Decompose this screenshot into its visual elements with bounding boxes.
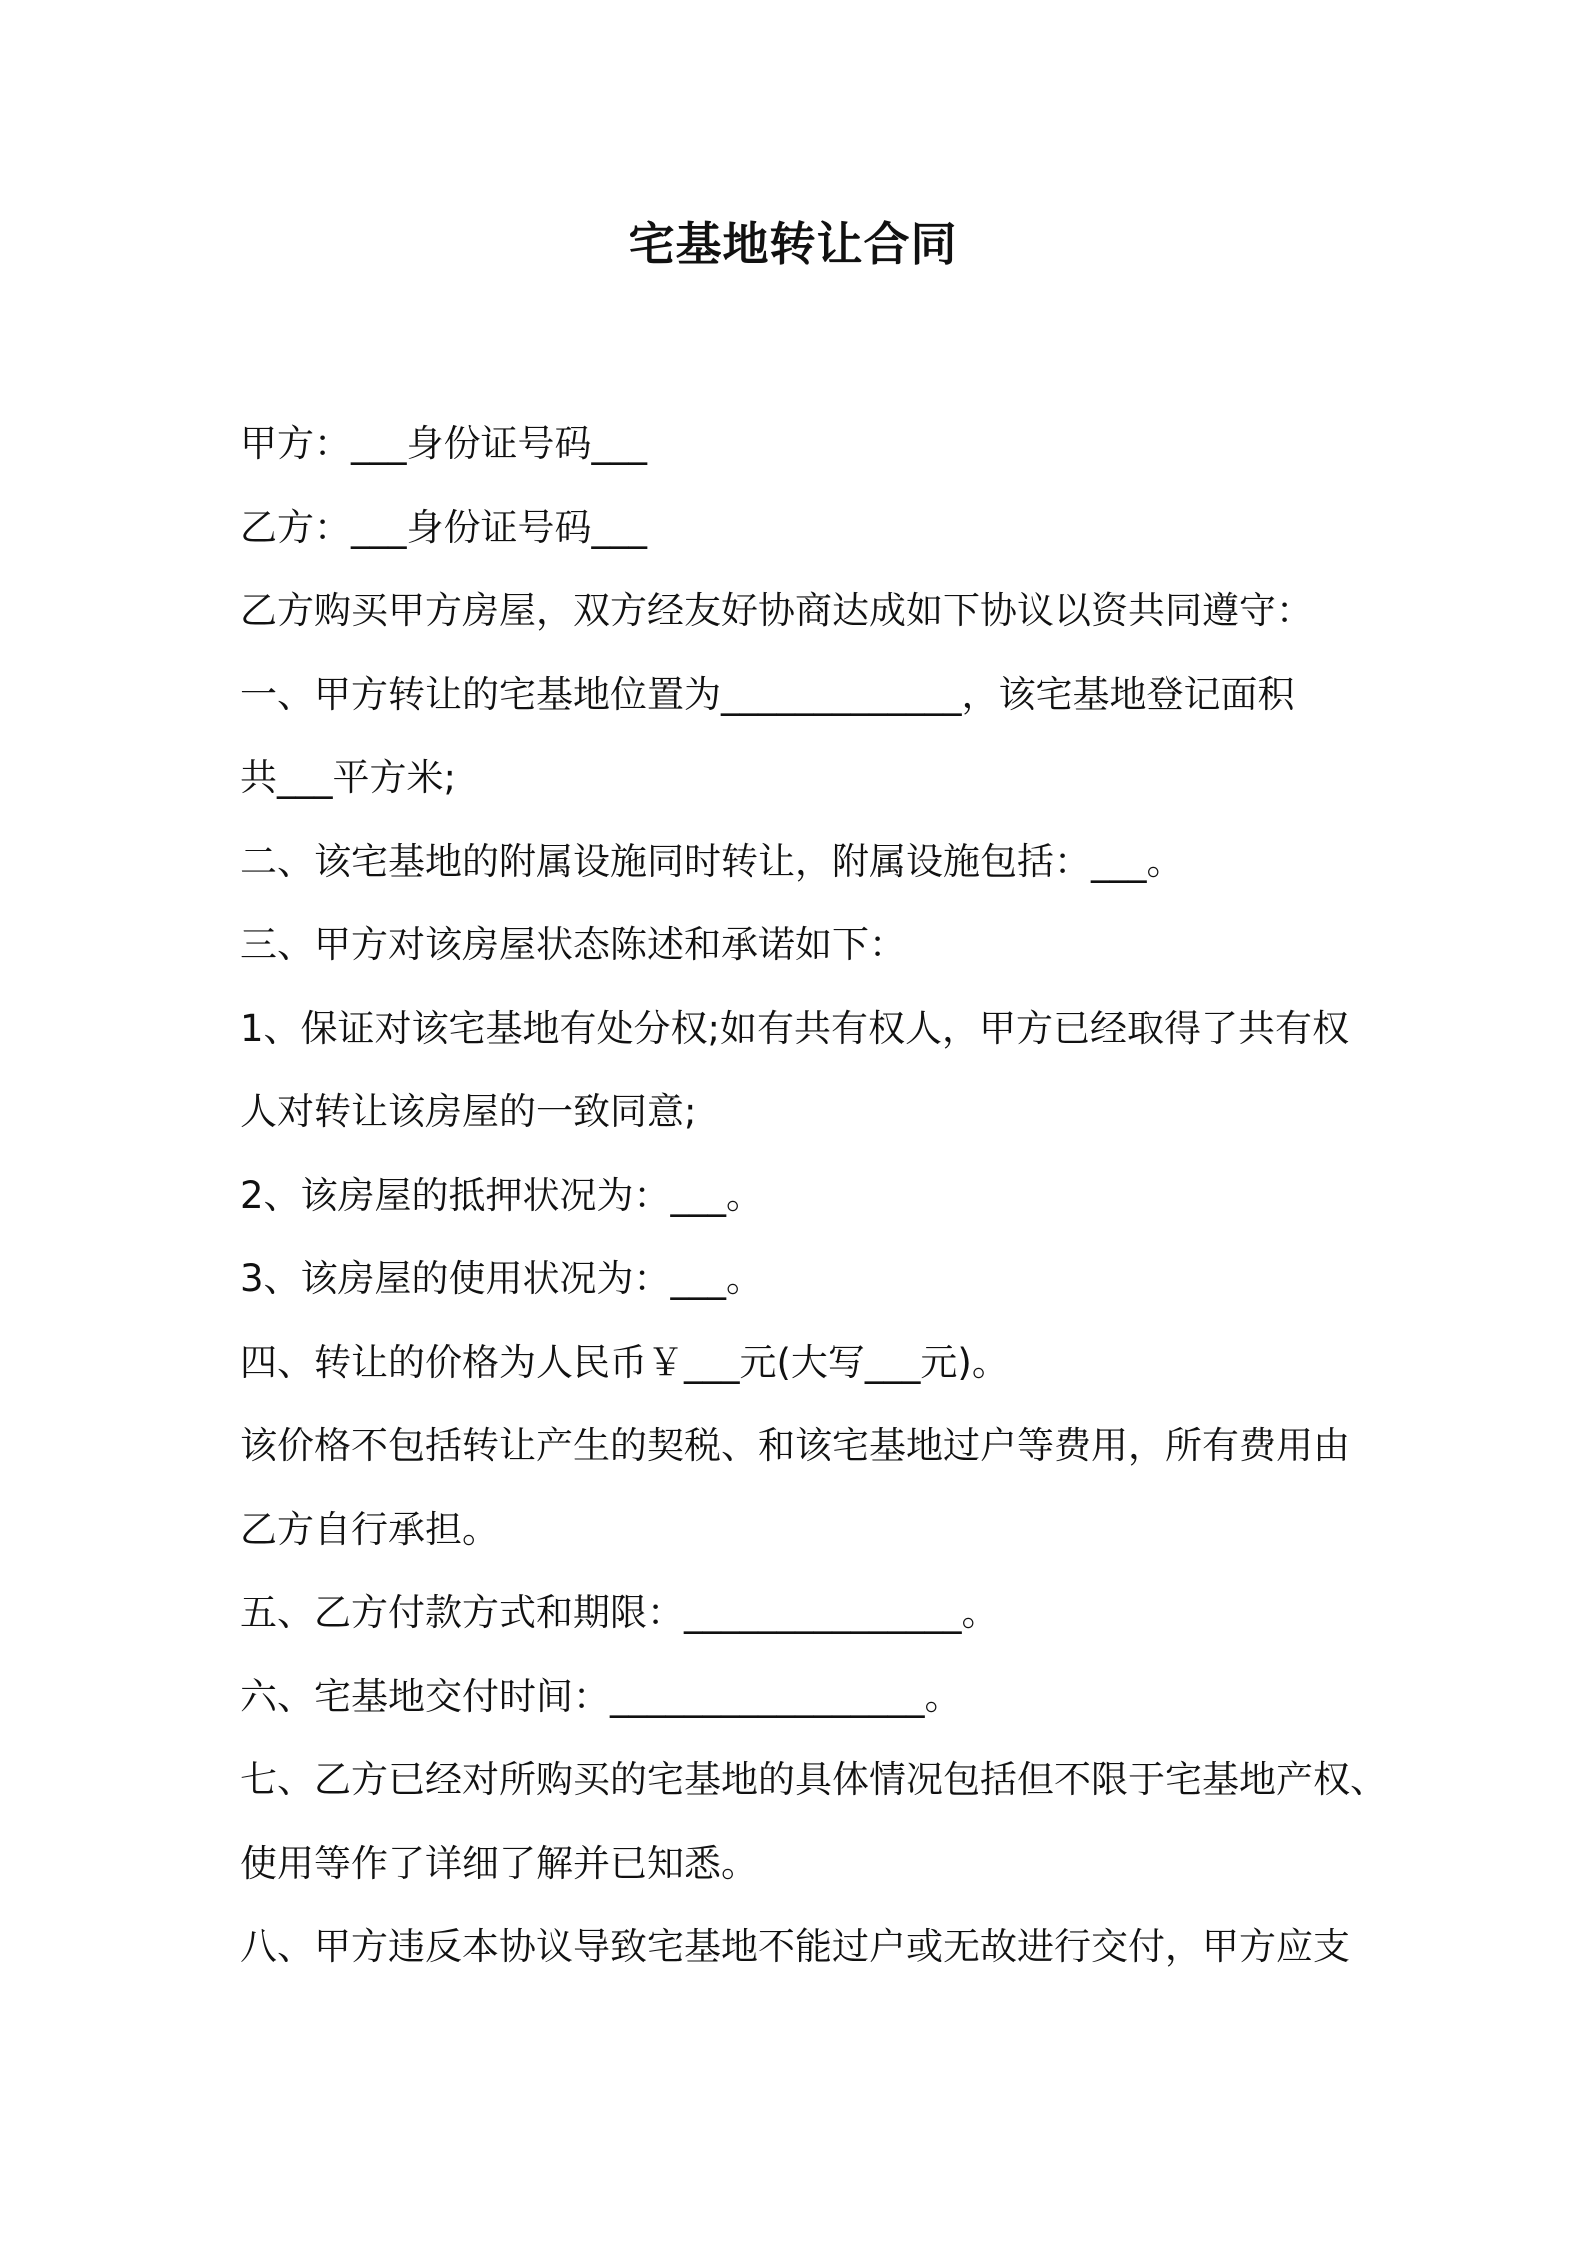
clause-3-item-1-line-cont: 人对转让该房屋的一致同意;: [240, 1090, 697, 1133]
clause-3-item-3-line: 3、该房屋的使用状况为：___。: [240, 1257, 764, 1300]
document-title: 宅基地转让合同: [628, 217, 958, 271]
clause-7-line: 七、乙方已经对所购买的宅基地的具体情况包括但不限于宅基地产权、: [240, 1758, 1387, 1801]
party-a-line: 甲方：___身份证号码___: [240, 422, 647, 465]
clause-8-line: 八、甲方违反本协议导致宅基地不能过户或无故进行交付，甲方应支: [240, 1925, 1350, 1968]
clause-1-line: 一、甲方转让的宅基地位置为_____________，该宅基地登记面积: [240, 672, 1295, 716]
clause-1-line-cont: 共___平方米;: [240, 756, 456, 799]
clause-5-line: 五、乙方付款方式和期限：_______________。: [240, 1591, 999, 1634]
clause-7-line-cont: 使用等作了详细了解并已知悉。: [240, 1841, 758, 1885]
clause-4-note-line: 该价格不包括转让产生的契税、和该宅基地过户等费用，所有费用由: [240, 1424, 1350, 1467]
document-body: [240, 402, 1387, 1989]
clause-3-line: 三、甲方对该房屋状态陈述和承诺如下：: [240, 923, 906, 966]
clause-3-item-2-line: 2、该房屋的抵押状况为：___。: [240, 1173, 764, 1217]
clause-4-line: 四、转让的价格为人民币￥___元(大写___元)。: [240, 1340, 1009, 1384]
preamble-line: 乙方购买甲方房屋，双方经友好协商达成如下协议以资共同遵守：: [240, 589, 1313, 632]
clause-2-line: 二、该宅基地的附属设施同时转让，附属设施包括：___。: [240, 839, 1184, 883]
clause-4-note-line-cont: 乙方自行承担。: [240, 1507, 499, 1551]
clause-6-line: 六、宅基地交付时间：_________________。: [240, 1674, 962, 1718]
clause-3-item-1-line: 1、保证对该宅基地有处分权;如有共有权人，甲方已经取得了共有权: [240, 1006, 1350, 1050]
party-b-line: 乙方：___身份证号码___: [240, 505, 647, 549]
